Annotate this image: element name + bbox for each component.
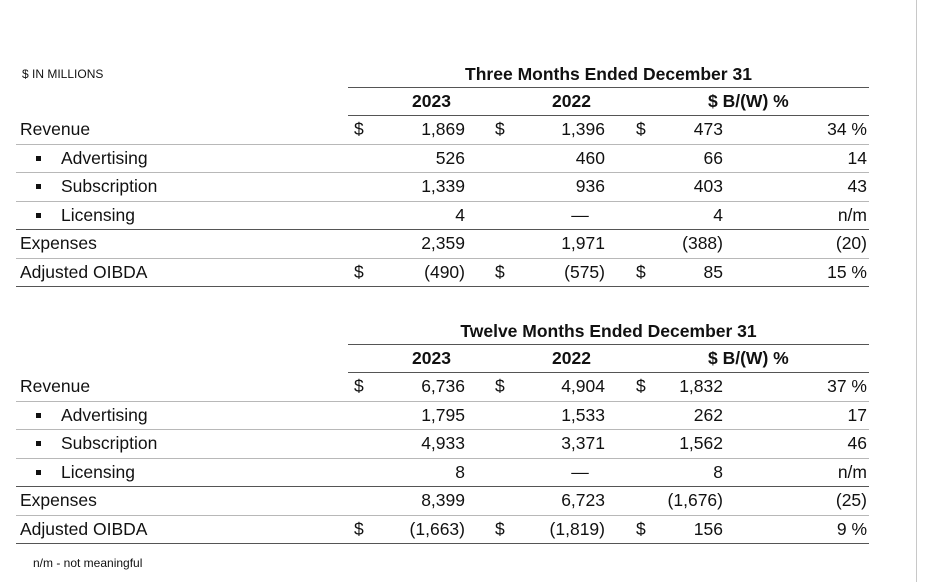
table-row-revenue (16, 116, 869, 145)
value-bw: 262 (693, 404, 723, 425)
value-pct: (20) (835, 233, 867, 253)
table-row-expenses (16, 487, 869, 516)
row-label: Expenses (20, 490, 97, 510)
currency-symbol: $ (636, 261, 646, 282)
value-2023: 1,339 (421, 176, 465, 196)
value-bw: 8 (713, 461, 723, 482)
row-label: Subscription (61, 176, 158, 196)
row-label: Licensing (61, 461, 135, 482)
value-2022: 1,396 (561, 119, 605, 139)
currency-symbol: $ (495, 518, 505, 539)
bullet-icon (36, 441, 41, 446)
row-label: Adjusted OIBDA (20, 518, 148, 539)
value-2022: 1,533 (561, 404, 605, 425)
col-2022: 2022 (552, 348, 591, 368)
value-2023: 1,869 (421, 119, 465, 139)
currency-symbol: $ (354, 261, 364, 282)
value-bw: (1,676) (667, 490, 723, 510)
row-label: Revenue (20, 376, 91, 396)
value-2023: 4 (455, 204, 465, 225)
value-2022: 4,904 (561, 376, 605, 396)
table-row-expenses (16, 230, 869, 259)
value-2022: 3,371 (561, 433, 605, 453)
row-label: Licensing (61, 204, 135, 225)
value-2023: 1,795 (421, 404, 465, 425)
value-2023: 8 (455, 461, 465, 482)
value-pct: (25) (835, 490, 867, 510)
column-headers (348, 345, 869, 373)
bullet-icon (36, 470, 41, 475)
table-row-subscription (16, 430, 869, 459)
value-2023: 2,359 (421, 233, 465, 253)
value-2023: 526 (435, 147, 465, 168)
table-row-adjusted-oibda (16, 259, 869, 288)
currency-symbol: $ (354, 119, 364, 139)
value-2022: (1,819) (549, 518, 605, 539)
period-header: Twelve Months Ended December 31 (348, 319, 869, 345)
bullet-icon (36, 413, 41, 418)
table-row-advertising (16, 145, 869, 174)
footnote: n/m - not meaningful (33, 556, 143, 570)
value-pct: 9 % (836, 518, 867, 539)
value-pct: 46 (847, 433, 867, 453)
value-2022: 460 (575, 147, 605, 168)
value-2023: (490) (424, 261, 465, 282)
value-bw: 4 (713, 204, 723, 225)
table-row-licensing (16, 202, 869, 231)
period-header: Three Months Ended December 31 (348, 62, 869, 88)
value-2023: (1,663) (409, 518, 465, 539)
value-2022: 1,971 (561, 233, 605, 253)
col-bw: $ B/(W) % (708, 348, 789, 368)
right-edge-divider (916, 0, 917, 582)
currency-symbol: $ (636, 119, 646, 139)
table-row-licensing (16, 459, 869, 488)
col-2023: 2023 (412, 348, 451, 368)
table-row-subscription (16, 173, 869, 202)
value-bw: 403 (693, 176, 723, 196)
three-months-table (16, 62, 869, 287)
col-bw: $ B/(W) % (708, 91, 789, 111)
value-pct: n/m (837, 204, 867, 225)
value-pct: 43 (847, 176, 867, 196)
row-label: Revenue (20, 119, 91, 139)
value-bw: 473 (693, 119, 723, 139)
value-2023: 6,736 (421, 376, 465, 396)
row-label: Advertising (61, 147, 148, 168)
value-bw: 85 (703, 261, 723, 282)
row-label: Advertising (61, 404, 148, 425)
row-label: Expenses (20, 233, 97, 253)
value-bw: 1,562 (679, 433, 723, 453)
value-bw: 156 (693, 518, 723, 539)
value-pct: 14 (847, 147, 867, 168)
value-2022: (575) (564, 261, 605, 282)
table-row-adjusted-oibda (16, 516, 869, 545)
currency-symbol: $ (636, 376, 646, 396)
table-row-revenue (16, 373, 869, 402)
units-label: $ IN MILLIONS (22, 67, 104, 81)
value-pct: 17 (847, 404, 867, 425)
value-2022: — (571, 461, 589, 482)
value-2022: 936 (575, 176, 605, 196)
currency-symbol: $ (495, 376, 505, 396)
currency-symbol: $ (354, 376, 364, 396)
bullet-icon (36, 213, 41, 218)
value-2023: 8,399 (421, 490, 465, 510)
bullet-icon (36, 156, 41, 161)
currency-symbol: $ (495, 261, 505, 282)
value-pct: 37 % (827, 376, 867, 396)
value-pct: n/m (837, 461, 867, 482)
value-2022: — (571, 204, 589, 225)
value-2022: 6,723 (561, 490, 605, 510)
twelve-months-table (16, 319, 869, 544)
value-bw: 66 (703, 147, 723, 168)
value-pct: 15 % (827, 261, 867, 282)
row-label: Subscription (61, 433, 158, 453)
bullet-icon (36, 184, 41, 189)
row-label: Adjusted OIBDA (20, 261, 148, 282)
column-headers (348, 88, 869, 116)
currency-symbol: $ (495, 119, 505, 139)
value-pct: 34 % (827, 119, 867, 139)
col-2022: 2022 (552, 91, 591, 111)
value-2023: 4,933 (421, 433, 465, 453)
table-row-advertising (16, 402, 869, 431)
col-2023: 2023 (412, 91, 451, 111)
value-bw: (388) (682, 233, 723, 253)
currency-symbol: $ (354, 518, 364, 539)
value-bw: 1,832 (679, 376, 723, 396)
currency-symbol: $ (636, 518, 646, 539)
